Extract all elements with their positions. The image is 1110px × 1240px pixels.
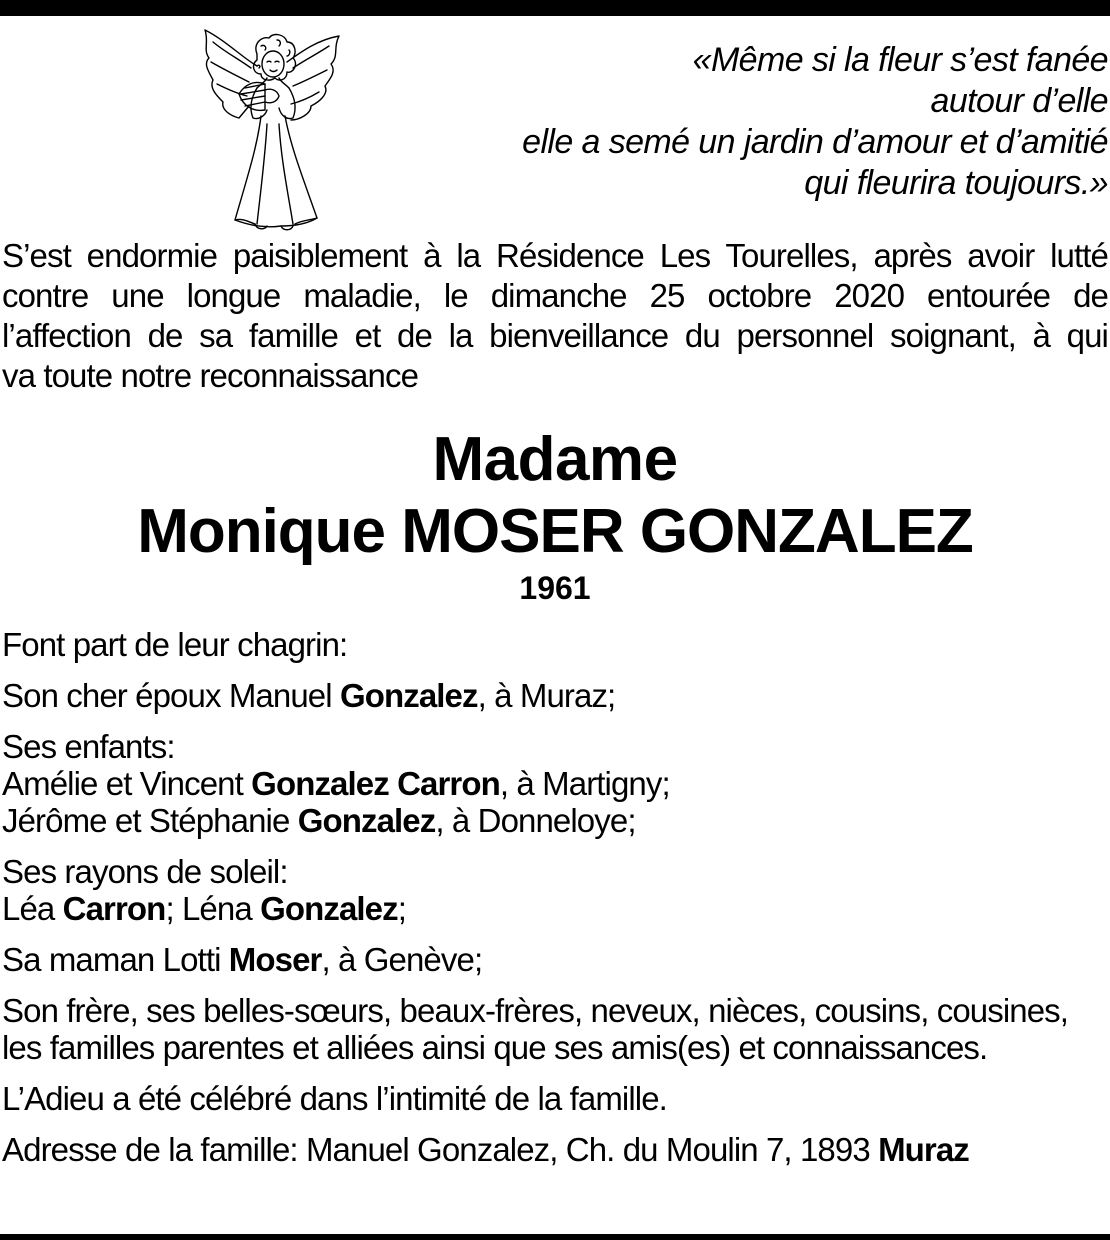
opening-line: Font part de leur chagrin: xyxy=(2,626,348,663)
deceased-full-name: Monique MOSER GONZALEZ xyxy=(137,497,973,566)
intro-line: l’affection de sa famille et de la bienveillance du personnel soignant, à qui xyxy=(2,317,1108,354)
surname: Gonzalez xyxy=(339,677,478,714)
top-rule xyxy=(0,0,1110,16)
address-line: Adresse de la famille: Manuel Gonzalez, Ch. du Moulin 7, 1893 Muraz xyxy=(2,1131,969,1168)
surname: Carron xyxy=(62,890,166,927)
children-section xyxy=(2,728,1110,839)
children-heading: Ses enfants: xyxy=(2,728,175,765)
deceased-name-block xyxy=(0,424,1110,608)
surname: Gonzalez xyxy=(297,802,436,839)
angel-illustration xyxy=(195,28,345,233)
grandchildren-heading: Ses rayons de soleil: xyxy=(2,853,288,890)
address-city: Muraz xyxy=(878,1131,969,1168)
quote-line: «Même si la fleur s’est fanée xyxy=(692,41,1108,79)
relatives-line: Son frère, ses belles-sœurs, beaux-frères, neveux, nièces, cousins, cousines, xyxy=(2,992,1069,1029)
grandchildren-section xyxy=(2,853,1110,927)
intro-line: S’est endormie paisiblement à la Résidence Les Tourelles, après avoir lutté xyxy=(2,237,1108,274)
relatives-section xyxy=(2,992,1110,1066)
surname: Moser xyxy=(228,941,322,978)
surname: Gonzalez Carron xyxy=(251,765,500,802)
honorific: Madame xyxy=(432,425,678,494)
intro-paragraph xyxy=(2,236,1108,396)
birth-year: 1961 xyxy=(519,570,591,606)
child-line: Amélie et Vincent Gonzalez Carron, à Martigny; xyxy=(2,765,670,802)
surname: Gonzalez xyxy=(260,890,398,927)
quote-line: qui fleurira toujours.» xyxy=(804,164,1108,202)
quote-line: elle a semé un jardin d’amour et d’amitié xyxy=(522,123,1108,161)
mother-line: Sa maman Lotti Moser, à Genève; xyxy=(2,941,483,978)
grandchildren-line: Léa Carron; Léna Gonzalez; xyxy=(2,890,407,927)
quote-block xyxy=(388,40,1108,204)
child-line: Jérôme et Stéphanie Gonzalez, à Donneloye; xyxy=(2,802,636,839)
bottom-rule xyxy=(0,1234,1110,1240)
intro-line: contre une longue maladie, le dimanche 25 octobre 2020 entourée de xyxy=(2,277,1108,314)
spouse-line: Son cher époux Manuel Gonzalez, à Muraz; xyxy=(2,677,616,714)
intro-line: va toute notre reconnaissance xyxy=(2,357,419,394)
relatives-line: les familles parentes et alliées ainsi que ses amis(es) et connaissances. xyxy=(2,1029,988,1066)
farewell-line: L’Adieu a été célébré dans l’intimité de la famille. xyxy=(2,1080,667,1117)
announcement-body xyxy=(2,626,1110,1182)
quote-line: autour d’elle xyxy=(930,82,1108,120)
